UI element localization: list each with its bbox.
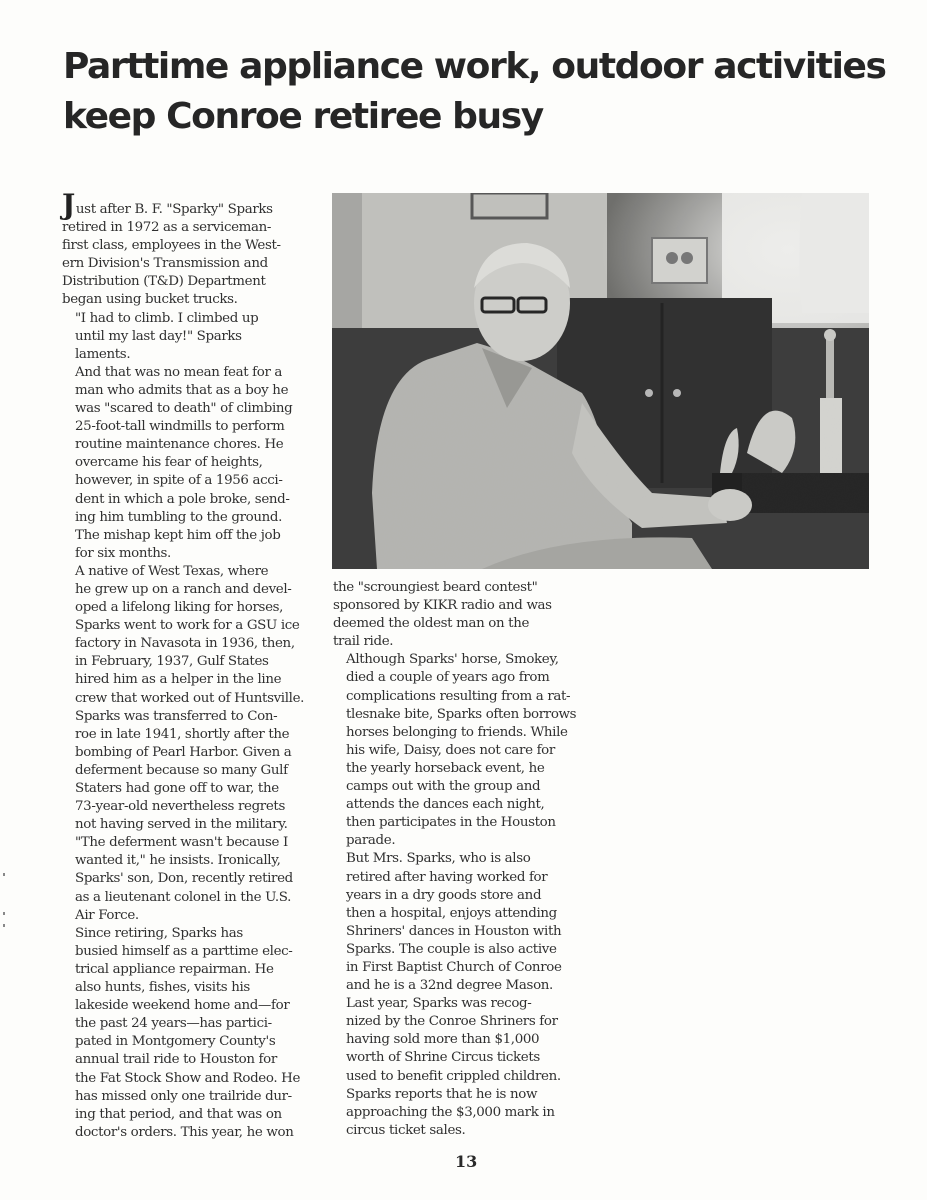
text-line: died a couple of years ago from: [346, 670, 550, 686]
text-line: began using bucket trucks.: [62, 292, 238, 308]
drop-cap: J: [62, 188, 75, 221]
text-line: Air Force.: [75, 907, 139, 923]
text-line: retired after having worked for: [346, 869, 548, 885]
text-line: the yearly horseback event, he: [346, 760, 545, 776]
text-line: used to benefit crippled children.: [346, 1068, 561, 1084]
scan-artifact: [3, 873, 5, 876]
text-line: deferment because so many Gulf: [75, 762, 288, 778]
text-line: in First Baptist Church of Conroe: [346, 959, 562, 975]
text-line: routine maintenance chores. He: [75, 437, 284, 453]
text-line: Shriners' dances in Houston with: [346, 923, 562, 939]
text-line: hired him as a helper in the line: [75, 672, 282, 688]
text-line: Although Sparks' horse, Smokey,: [346, 652, 559, 668]
text-line: until my last day!" Sparks: [75, 328, 242, 344]
text-line: wanted it," he insists. Ironically,: [75, 853, 281, 869]
article-paragraph: [62, 364, 312, 563]
text-line: Staters had gone off to war, the: [75, 781, 279, 796]
text-line-rest: ust after B. F. "Sparky" Sparks: [75, 202, 273, 217]
text-line: factory in Navasota in 1936, then,: [75, 636, 295, 652]
text-line: But Mrs. Sparks, who is also: [346, 851, 531, 867]
text-line: Distribution (T&D) Department: [62, 274, 266, 290]
text-line: in February, 1937, Gulf States: [75, 654, 269, 670]
text-line: his wife, Daisy, does not care for: [346, 742, 555, 758]
text-line: then a hospital, enjoys attending: [346, 905, 557, 921]
text-line: also hunts, fishes, visits his: [75, 980, 250, 996]
text-line: horses belonging to friends. While: [346, 724, 568, 740]
text-line: ing that period, and that was on: [75, 1106, 282, 1122]
text-line: And that was no mean feat for a: [75, 364, 283, 380]
text-line: circus ticket sales.: [346, 1122, 466, 1138]
article-paragraph: [62, 925, 312, 1142]
text-line: man who admits that as a boy he: [75, 382, 289, 398]
text-line: Sparks was transferred to Con-: [75, 708, 278, 724]
scan-artifact: [3, 912, 5, 915]
text-line: the "scroungiest beard contest": [333, 580, 538, 595]
text-line: The mishap kept him off the job: [75, 527, 281, 543]
text-line: A native of West Texas, where: [75, 563, 269, 579]
text-line: the Fat Stock Show and Rodeo. He: [75, 1070, 301, 1086]
text-line: he grew up on a ranch and devel-: [75, 581, 292, 597]
scan-artifact: [3, 924, 5, 927]
text-line: crew that worked out of Huntsville.: [75, 690, 305, 706]
text-line: Last year, Sparks was recog-: [346, 996, 532, 1012]
text-line: and he is a 32nd degree Mason.: [346, 978, 553, 994]
text-line: doctor's orders. This year, he won: [75, 1124, 294, 1140]
text-line: trical appliance repairman. He: [75, 961, 274, 977]
text-line: trail ride.: [333, 634, 394, 650]
text-line: Since retiring, Sparks has: [75, 925, 243, 941]
article-photo: [332, 193, 869, 569]
article-paragraph: [333, 850, 591, 995]
article-paragraph: [333, 579, 591, 651]
text-line: oped a lifelong liking for horses,: [75, 600, 284, 616]
text-line: attends the dances each night,: [346, 797, 545, 813]
text-line: the past 24 years—has partici-: [75, 1016, 272, 1032]
text-line: 25-foot-tall windmills to perform: [75, 419, 285, 435]
text-line: bombing of Pearl Harbor. Given a: [75, 744, 292, 760]
text-line: then participates in the Houston: [346, 815, 556, 831]
text-line: "I had to climb. I climbed up: [75, 310, 259, 326]
text-line: ing him tumbling to the ground.: [75, 509, 283, 525]
article-paragraph: [62, 708, 312, 925]
text-line: Sparks reports that he is now: [346, 1086, 538, 1102]
text-line: Sparks. The couple is also active: [346, 941, 557, 957]
headline-line: Parttime appliance work, outdoor activities: [63, 46, 886, 87]
text-line: approaching the $3,000 mark in: [346, 1104, 555, 1120]
text-line: for six months.: [75, 545, 171, 561]
text-line: nized by the Conroe Shriners for: [346, 1014, 558, 1030]
text-line: as a lieutenant colonel in the U.S.: [75, 889, 291, 905]
text-line: years in a dry goods store and: [346, 887, 542, 903]
text-line: 73-year-old nevertheless regrets: [75, 799, 285, 815]
text-line: was "scared to death" of climbing: [75, 401, 293, 417]
article-column-left: [62, 188, 312, 1142]
text-line: camps out with the group and: [346, 779, 541, 795]
text-line: ern Division's Transmission and: [62, 256, 268, 272]
photo-illustration: [332, 193, 869, 569]
text-line: lakeside weekend home and—for: [75, 998, 290, 1014]
text-line: deemed the oldest man on the: [333, 616, 530, 632]
text-line: laments.: [75, 346, 131, 362]
article-paragraph: [333, 651, 591, 850]
article-paragraph: [62, 563, 312, 708]
text-line: not having served in the military.: [75, 817, 288, 833]
text-line: roe in late 1941, shortly after the: [75, 726, 290, 742]
article-paragraph: [62, 188, 312, 310]
text-line: worth of Shrine Circus tickets: [346, 1050, 540, 1066]
headline-line: keep Conroe retiree busy: [63, 96, 543, 137]
text-line: annual trail ride to Houston for: [75, 1052, 277, 1068]
text-line: however, in spite of a 1956 acci-: [75, 473, 283, 489]
text-line: Sparks' son, Don, recently retired: [75, 871, 293, 887]
text-line: retired in 1972 as a serviceman-: [62, 220, 272, 236]
text-line: parade.: [346, 833, 396, 849]
text-line: dent in which a pole broke, send-: [75, 491, 290, 507]
article-column-right: [333, 579, 591, 1140]
text-line: pated in Montgomery County's: [75, 1034, 276, 1050]
text-line: has missed only one trailride dur-: [75, 1088, 292, 1104]
article-paragraph: [333, 995, 591, 1140]
article-headline: [63, 42, 886, 142]
text-line: tlesnake bite, Sparks often borrows: [346, 706, 577, 722]
text-line: [62, 188, 312, 221]
text-line: complications resulting from a rat-: [346, 688, 571, 704]
text-line: "The deferment wasn't because I: [75, 835, 288, 851]
text-line: first class, employees in the West-: [62, 238, 281, 254]
text-line: having sold more than $1,000: [346, 1032, 540, 1048]
article-paragraph: [62, 310, 312, 364]
page-number: 13: [455, 1152, 478, 1171]
text-line: busied himself as a parttime elec-: [75, 943, 293, 959]
text-line: sponsored by KIKR radio and was: [333, 598, 552, 614]
text-line: overcame his fear of heights,: [75, 455, 263, 471]
text-line: Sparks went to work for a GSU ice: [75, 618, 300, 634]
